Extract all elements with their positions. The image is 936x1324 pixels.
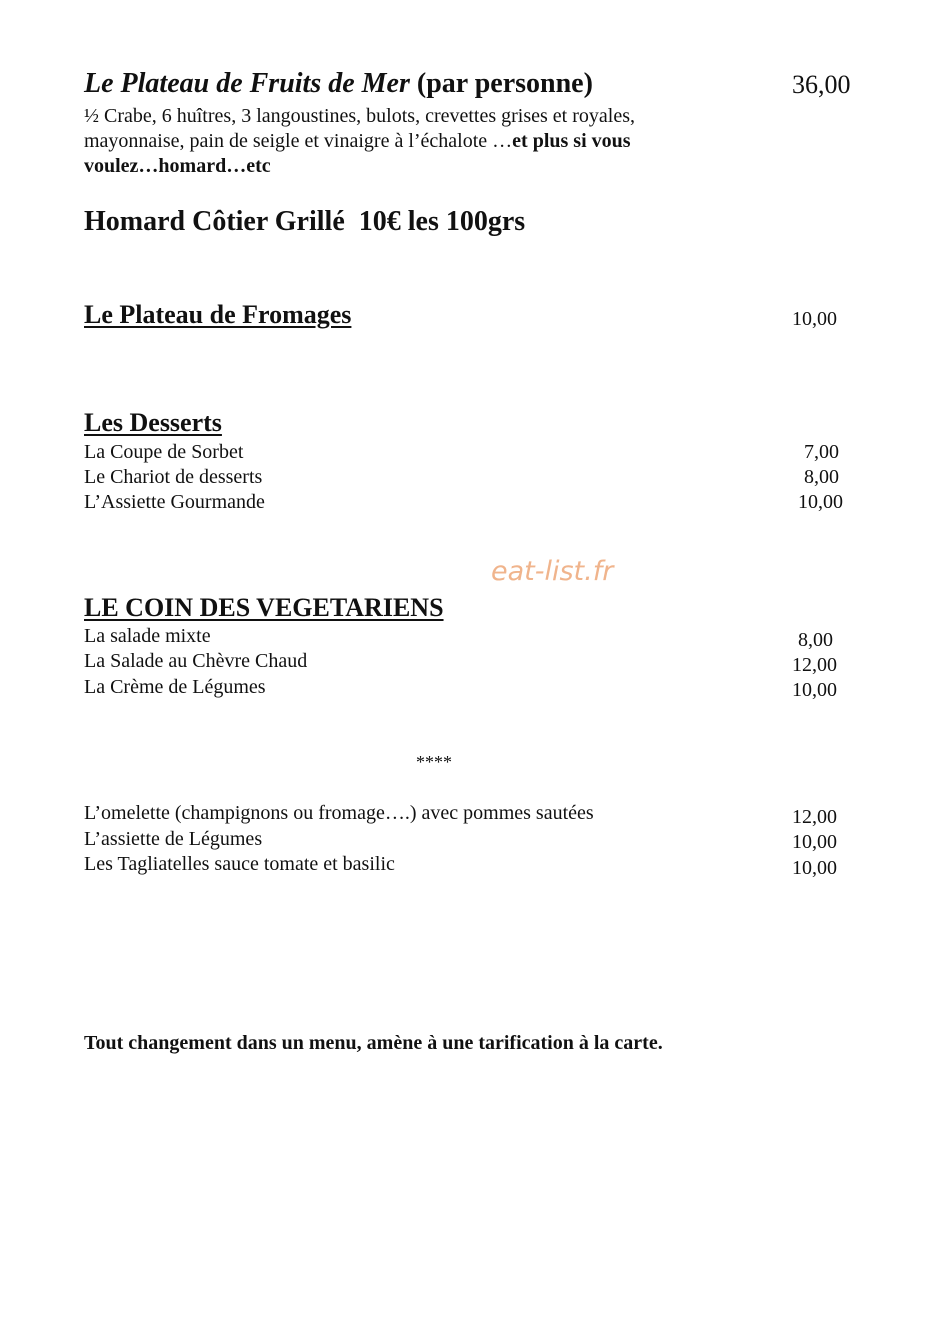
vegetarien-item-label: Les Tagliatelles sauce tomate et basilic [84, 853, 395, 875]
vegetariens-title: LE COIN DES VEGETARIENS [84, 593, 444, 622]
vegetarien-item-label: L’omelette (champignons ou fromage….) avec pommes sautées [84, 802, 594, 824]
plateau-desc-line-3 [84, 154, 724, 179]
plateau-fruits-de-mer-description [84, 104, 724, 179]
desserts-title: Les Desserts [84, 408, 222, 437]
plateau-desc-line-2-regular: mayonnaise, pain de seigle et vinaigre à l’échalote … [84, 130, 513, 152]
homard-cotier-grille: Homard Côtier Grillé 10€ les 100grs [84, 206, 526, 237]
vegetarien-item-label: La Salade au Chèvre Chaud [84, 650, 308, 672]
plateau-title-rest: (par personne) [409, 68, 593, 99]
vegetarien-item-price: 8,00 [798, 629, 833, 651]
dessert-item-label: L’Assiette Gourmande [84, 491, 265, 513]
fromages-price: 10,00 [792, 308, 837, 330]
fromages-title: Le Plateau de Fromages [84, 300, 352, 329]
vegetarien-item-label: La Crème de Légumes [84, 676, 266, 698]
watermark-text: eat-list.fr [491, 556, 614, 587]
plateau-desc-line-3-bold: voulez…homard…etc [84, 155, 271, 177]
separator-stars: **** [416, 752, 452, 772]
vegetarien-item-label: L’assiette de Légumes [84, 828, 263, 850]
dessert-item-price: 10,00 [798, 491, 843, 513]
plateau-fruits-de-mer-title [84, 68, 593, 100]
dessert-item-price: 7,00 [804, 441, 839, 463]
dessert-item-price: 8,00 [804, 466, 839, 488]
dessert-item-label: Le Chariot de desserts [84, 466, 263, 488]
vegetarien-item-price: 12,00 [792, 806, 837, 828]
plateau-title-italic: Le Plateau de Fruits de Mer [84, 68, 410, 99]
plateau-fruits-de-mer-price: 36,00 [792, 70, 851, 99]
dessert-item-label: La Coupe de Sorbet [84, 441, 244, 463]
plateau-desc-line-1: ½ Crabe, 6 huîtres, 3 langoustines, bulots, crevettes grises et royales, [84, 105, 635, 127]
vegetarien-item-price: 10,00 [792, 857, 837, 879]
footer-note: Tout changement dans un menu, amène à une tarification à la carte. [84, 1032, 663, 1054]
plateau-desc-line-2-bold: et plus si vous [512, 130, 631, 152]
vegetarien-item-price: 12,00 [792, 654, 837, 676]
vegetarien-item-price: 10,00 [792, 679, 837, 701]
plateau-desc-line-2 [84, 129, 724, 154]
vegetarien-item-price: 10,00 [792, 831, 837, 853]
vegetarien-item-label: La salade mixte [84, 625, 211, 647]
